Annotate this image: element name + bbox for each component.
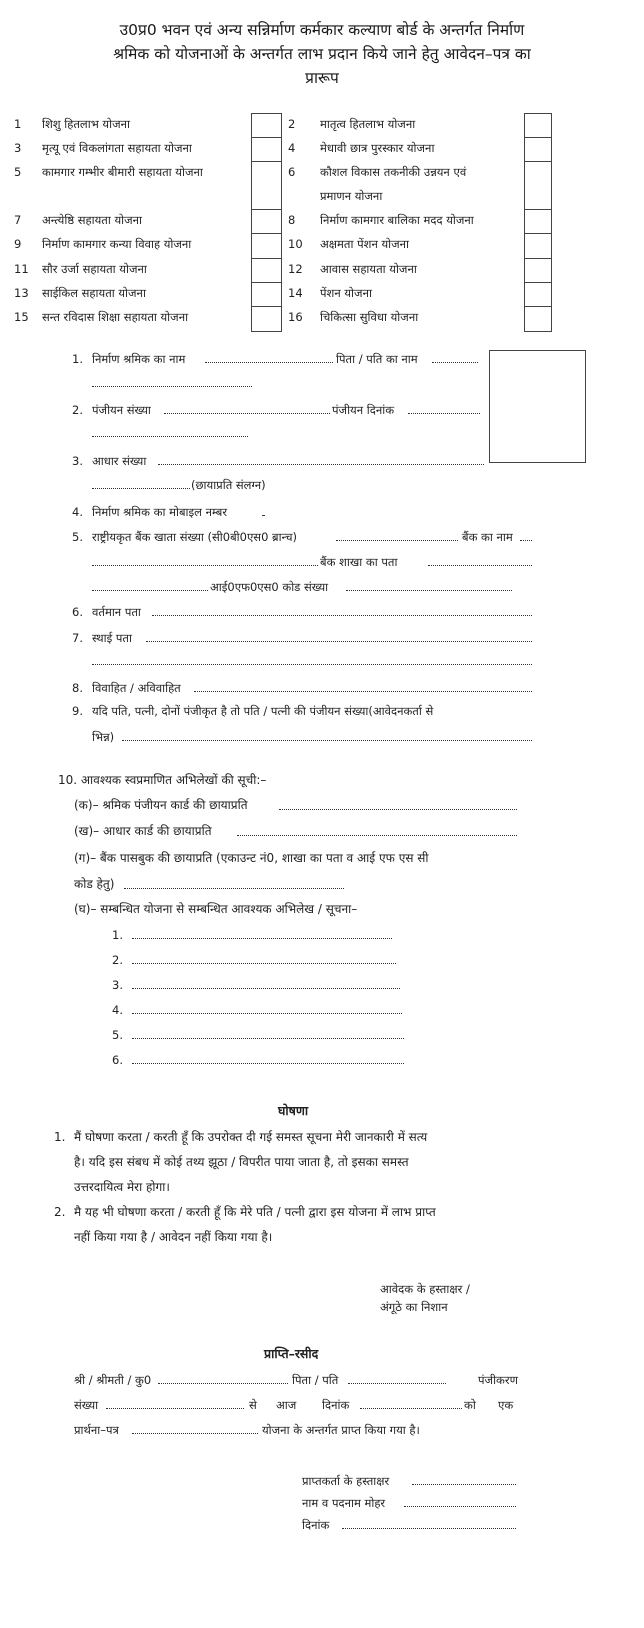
scheme-6-checkbox[interactable] [524,161,552,210]
bank-branch-address-field-continued[interactable] [92,590,208,591]
spouse-registration-field[interactable] [122,740,532,741]
registration-number-field[interactable] [164,413,330,414]
father-husband-name-field-continued[interactable] [92,386,252,387]
applicant-photo-box[interactable] [489,350,586,463]
doc-aadhaar-card-field[interactable] [237,835,517,836]
scheme-number: 3 [14,141,22,155]
declaration-title: घोषणा [278,1103,309,1118]
scheme-label: चिकित्सा सुविधा योजना [320,310,419,324]
receipt-to-word: को [464,1398,476,1412]
receipt-one-word: एक [498,1398,514,1412]
registration-date-field[interactable] [408,413,480,414]
aadhaar-number-field-continued[interactable] [92,488,190,489]
scheme-12-checkbox[interactable] [524,258,552,283]
field-number: 7. [72,631,83,645]
scheme-7-checkbox[interactable] [251,209,282,234]
receipt-registration-label: पंजीकरण [478,1373,518,1387]
doc-item-field[interactable] [132,1013,402,1014]
declaration-point-1-line-1: मैं घोषणा करता / करती हूँ कि उपरोक्त दी गई समस्त सूचना मेरी जानकारी में सत्य [74,1130,428,1144]
field-number: 5. [72,530,83,544]
declaration-point-1-line-2: है। यदि इस संबध में कोई तथ्य झूठा / विपरीत पाया जाता है, तो इसका समस्त [74,1155,409,1169]
scheme-label: आवास सहायता योजना [320,262,417,276]
scheme-label: सन्त रविदास शिक्षा सहायता योजना [42,310,189,324]
marital-status-field[interactable] [194,691,532,692]
bank-branch-address-field[interactable] [428,565,532,566]
scheme-4-checkbox[interactable] [524,137,552,162]
registration-number-label: पंजीयन संख्या [92,403,151,417]
applicant-signature-label: आवेदक के हस्ताक्षर / [380,1282,470,1296]
scheme-number: 9 [14,237,22,251]
applicant-thumb-label: अंगूठे का निशान [380,1300,448,1314]
field-number: 2. [72,403,83,417]
scheme-number: 15 [14,310,29,324]
scheme-number: 8 [288,213,296,227]
scheme-number: 4 [288,141,296,155]
current-address-label: वर्तमान पता [92,605,141,619]
scheme-number: 16 [288,310,303,324]
doc-item-number: 6. [112,1053,123,1067]
receipt-received-text: योजना के अन्तर्गत प्राप्त किया गया है। [262,1423,420,1437]
scheme-number: 2 [288,117,296,131]
scheme-label-continued: प्रमाणन योजना [320,189,383,203]
scheme-5-checkbox[interactable] [251,161,282,210]
receipt-number-field[interactable] [106,1408,244,1409]
declaration-point-number: 2. [54,1205,66,1219]
worker-name-field[interactable] [205,362,333,363]
scheme-label: निर्माण कामगार कन्या विवाह योजना [42,237,192,251]
scheme-number: 10 [288,237,303,251]
bank-account-label: राष्ट्रीयकृत बैंक खाता संख्या (सी0बी0एस0 ब्रान्च) [92,530,298,544]
receiver-date-label: दिनांक [302,1518,330,1532]
field-number: 3. [72,454,83,468]
scheme-label: मृत्यू एवं विकलांगता सहायता योजना [42,141,192,155]
bank-account-field[interactable] [336,540,458,541]
father-husband-name-label: पिता / पति का नाम [336,352,418,366]
registration-date-label: पंजीयन दिनांक [332,403,395,417]
bank-name-field-continued[interactable] [92,565,318,566]
father-husband-name-field[interactable] [432,362,478,363]
receipt-father-field[interactable] [348,1383,446,1384]
scheme-label: मातृत्व हितलाभ योजना [320,117,416,131]
field-number: 4. [72,505,83,519]
doc-item-number: 1. [112,928,123,942]
receipt-date-field[interactable] [360,1408,462,1409]
scheme-15-checkbox[interactable] [251,306,282,332]
scheme-number: 11 [14,262,29,276]
scheme-9-checkbox[interactable] [251,233,282,259]
receipt-date-label: दिनांक [322,1398,350,1412]
doc-registration-card-field[interactable] [279,809,517,810]
doc-item-field[interactable] [132,988,400,989]
scheme-label: निर्माण कामगार बालिका मदद योजना [320,213,474,227]
doc-item-number: 2. [112,953,123,967]
scheme-number: 1 [14,117,22,131]
doc-passbook-label-continued: कोड हेतु) [74,877,115,891]
receipt-name-label: श्री / श्रीमती / कु0 [74,1373,152,1387]
bank-branch-address-label: बैंक शाखा का पता [320,555,398,569]
declaration-point-1-line-3: उत्तरदायित्व मेरा होगा। [74,1180,170,1194]
scheme-number: 14 [288,286,303,300]
bank-name-field[interactable] [520,540,532,541]
field-number: 6. [72,605,83,619]
scheme-label: अन्त्येष्ठि सहायता योजना [42,213,143,227]
scheme-label: सौर उर्जा सहायता योजना [42,262,147,276]
scheme-number: 6 [288,165,296,179]
receipt-number-label: संख्या [74,1398,99,1412]
doc-item-number: 3. [112,978,123,992]
registration-date-field-continued[interactable] [92,436,248,437]
scheme-label: अक्षमता पेंशन योजना [320,237,410,251]
scheme-number: 13 [14,286,29,300]
scheme-14-checkbox[interactable] [524,282,552,307]
declaration-point-2-line-1: मै यह भी घोषणा करता / करती हूँ कि मेरे पति / पत्नी द्वारा इस योजना में लाभ प्राप्त [74,1205,436,1219]
scheme-1-checkbox[interactable] [251,113,282,138]
doc-passbook-label: (ग)– बैंक पासबुक की छायाप्रति (एकाउन्ट नं0, शाखा का पता व आई एफ एस सी [74,851,429,865]
doc-item-field[interactable] [132,938,392,939]
scheme-number: 5 [14,165,22,179]
receipt-title: प्राप्ति–रसीद [264,1346,319,1361]
doc-item-field[interactable] [132,1038,404,1039]
ifsc-code-field[interactable] [346,590,512,591]
documents-heading: 10. आवश्यक स्वप्रमाणित अभिलेखों की सूची:– [58,773,267,787]
mobile-number-field[interactable] [262,515,264,516]
declaration-point-2-line-2: नहीं किया गया है / आवेदन नहीं किया गया है। [74,1230,273,1244]
scheme-label: शिशु हितलाभ योजना [42,117,130,131]
current-address-field[interactable] [152,615,532,616]
scheme-3-checkbox[interactable] [251,137,282,162]
scheme-2-checkbox[interactable] [524,113,552,138]
receiver-date-field[interactable] [342,1528,516,1529]
receiver-name-seal-field[interactable] [404,1506,516,1507]
doc-registration-card-label: (क)– श्रमिक पंजीयन कार्ड की छायाप्रति [74,798,248,812]
worker-name-label: निर्माण श्रमिक का नाम [92,352,186,366]
ifsc-code-label: आई0एफ0एस0 कोड संख्या [210,580,329,594]
doc-item-field[interactable] [132,963,396,964]
form-title-line-2: श्रमिक को योजनाओं के अन्तर्गत लाभ प्रदान किये जाने हेतु आवेदन–पत्र का [113,45,531,63]
receiver-signature-label: प्राप्तकर्ता के हस्ताक्षर [302,1474,390,1488]
permanent-address-field[interactable] [146,641,532,642]
declaration-point-number: 1. [54,1130,66,1144]
receipt-application-label: प्रार्थना–पत्र [74,1423,119,1437]
receiver-name-seal-label: नाम व पदनाम मोहर [302,1496,386,1510]
scheme-13-checkbox[interactable] [251,282,282,307]
scheme-number: 12 [288,262,303,276]
receipt-scheme-field[interactable] [132,1433,258,1434]
receipt-from-word: से [249,1398,257,1412]
field-number: 8. [72,681,83,695]
scheme-number: 7 [14,213,22,227]
field-number: 1. [72,352,83,366]
bank-name-label: बैंक का नाम [462,530,513,544]
scheme-11-checkbox[interactable] [251,258,282,283]
scheme-label: कौशल विकास तकनीकी उन्नयन एवं [320,165,467,179]
permanent-address-label: स्थाई पता [92,631,132,645]
doc-aadhaar-card-label: (ख)– आधार कार्ड की छायाप्रति [74,824,212,838]
aadhaar-copy-attached-note: (छायाप्रति संलग्न) [191,478,266,492]
scheme-16-checkbox[interactable] [524,306,552,332]
spouse-registration-label-continued: भिन्न) [92,730,115,744]
scheme-label: कामगार गम्भीर बीमारी सहायता योजना [42,165,203,179]
scheme-10-checkbox[interactable] [524,233,552,259]
receipt-father-label: पिता / पति [292,1373,339,1387]
aadhaar-number-label: आधार संख्या [92,454,147,468]
doc-item-number: 4. [112,1003,123,1017]
mobile-number-label: निर्माण श्रमिक का मोबाइल नम्बर [92,505,228,519]
doc-scheme-records-label: (घ)– सम्बन्धित योजना से सम्बन्धित आवश्यक अभिलेख / सूचना– [74,902,358,916]
scheme-8-checkbox[interactable] [524,209,552,234]
form-title-line-1: उ0प्र0 भवन एवं अन्य सन्निर्माण कर्मकार कल्याण बोर्ड के अन्तर्गत निर्माण [119,21,525,39]
scheme-label: मेधावी छात्र पुरस्कार योजना [320,141,435,155]
doc-item-number: 5. [112,1028,123,1042]
doc-passbook-field[interactable] [124,888,344,889]
receiver-signature-field[interactable] [412,1484,516,1485]
spouse-registration-label: यदि पति, पत्नी, दोनों पंजीकृत है तो पति / पत्नी की पंजीयन संख्या(आवेदनकर्ता से [92,704,434,718]
aadhaar-number-field[interactable] [158,464,484,465]
doc-item-field[interactable] [132,1063,404,1064]
receipt-name-field[interactable] [158,1383,288,1384]
marital-status-label: विवाहित / अविवाहित [92,681,181,695]
scheme-label: साईकिल सहायता योजना [42,286,146,300]
permanent-address-field-continued[interactable] [92,664,532,665]
form-title-line-3: प्रारूप [305,69,339,87]
receipt-today-word: आज [276,1398,297,1412]
scheme-label: पेंशन योजना [320,286,372,300]
field-number: 9. [72,704,83,718]
